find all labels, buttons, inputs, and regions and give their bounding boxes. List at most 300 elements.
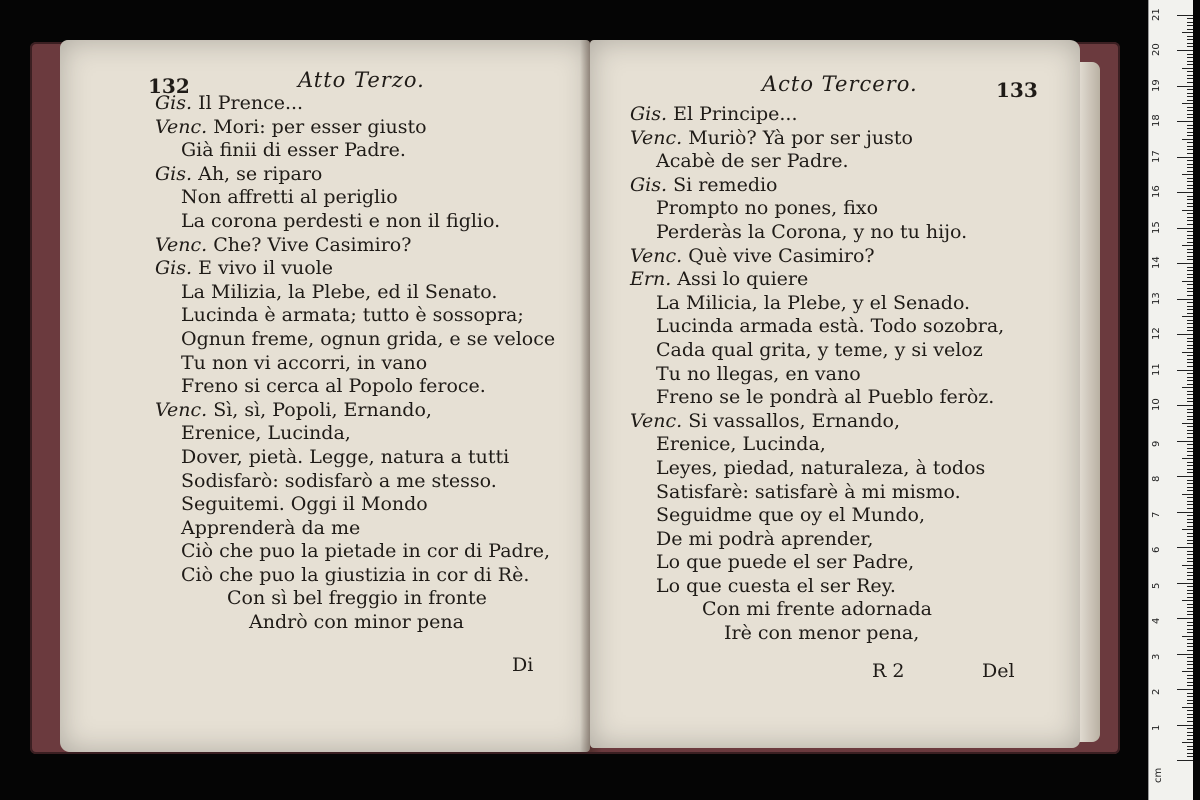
ruler-tick xyxy=(1187,533,1193,534)
ruler-tick xyxy=(1187,142,1193,143)
ruler-tick xyxy=(1187,650,1193,651)
ruler-tick xyxy=(1177,157,1193,158)
ruler-tick xyxy=(1187,625,1193,626)
ruler-tick xyxy=(1182,423,1193,424)
ruler-tick xyxy=(1187,171,1193,172)
right-page xyxy=(590,40,1080,748)
ruler-tick xyxy=(1187,643,1193,644)
verse-text: Il Prence... xyxy=(198,92,304,114)
ruler-tick xyxy=(1187,149,1193,150)
ruler-tick xyxy=(1187,721,1193,722)
verse-text: Con mi frente adornada xyxy=(702,598,932,621)
ruler-tick xyxy=(1177,228,1193,229)
ruler-tick xyxy=(1187,739,1193,740)
ruler-tick xyxy=(1182,103,1193,104)
ruler-number: 21 xyxy=(1151,7,1162,21)
verse-text: Què vive Casimiro? xyxy=(688,244,875,267)
right-catchword: Del xyxy=(982,660,1015,682)
verse-text: Con sì bel freggio in fronte xyxy=(227,587,487,610)
verse-text: Ciò che puo la giustizia in cor di Rè. xyxy=(181,563,530,586)
ruler-tick xyxy=(1187,661,1193,662)
ruler-tick xyxy=(1187,231,1193,232)
ruler-tick xyxy=(1187,472,1193,473)
ruler-tick xyxy=(1187,462,1193,463)
ruler-tick xyxy=(1187,270,1193,271)
ruler-tick xyxy=(1187,291,1193,292)
ruler-tick xyxy=(1187,575,1193,576)
ruler-tick xyxy=(1187,359,1193,360)
ruler-tick xyxy=(1187,490,1193,491)
verse-line xyxy=(630,481,1004,505)
ruler-tick xyxy=(1187,64,1193,65)
verse-line xyxy=(155,163,555,187)
verse-line xyxy=(630,386,1004,410)
ruler-tick xyxy=(1187,107,1193,108)
ruler-tick xyxy=(1187,664,1193,665)
verse-line xyxy=(155,210,555,234)
ruler-tick xyxy=(1187,348,1193,349)
ruler-tick xyxy=(1182,68,1193,69)
ruler-tick xyxy=(1187,249,1193,250)
verse-line xyxy=(630,339,1004,363)
left-page xyxy=(60,40,590,752)
ruler-tick xyxy=(1187,554,1193,555)
speaker-name: Venc. xyxy=(155,398,208,421)
ruler-tick xyxy=(1187,543,1193,544)
ruler-tick xyxy=(1187,426,1193,427)
verse-line xyxy=(630,292,1004,316)
verse-line xyxy=(155,422,555,446)
verse-text: Erenice, Lucinda, xyxy=(181,422,351,445)
verse-line xyxy=(630,551,1004,575)
ruler-number: 3 xyxy=(1151,653,1162,660)
verse-text: Assi lo quiere xyxy=(677,268,809,291)
ruler-tick xyxy=(1187,451,1193,452)
ruler-tick xyxy=(1187,632,1193,633)
ruler-number: 6 xyxy=(1151,546,1162,553)
ruler-tick xyxy=(1187,78,1193,79)
ruler-tick xyxy=(1187,728,1193,729)
ruler-tick xyxy=(1187,675,1193,676)
ruler-tick xyxy=(1182,707,1193,708)
right-running-header: Acto Tercero. xyxy=(762,72,918,96)
ruler-tick xyxy=(1187,522,1193,523)
left-catchword: Di xyxy=(512,654,534,676)
ruler-tick xyxy=(1177,654,1193,655)
ruler-tick xyxy=(1177,441,1193,442)
ruler-tick xyxy=(1187,394,1193,395)
verse-line xyxy=(630,622,1004,646)
ruler-tick xyxy=(1182,281,1193,282)
ruler-tick xyxy=(1187,714,1193,715)
ruler-tick xyxy=(1187,391,1193,392)
ruler-tick xyxy=(1187,185,1193,186)
ruler-tick xyxy=(1187,380,1193,381)
ruler-tick xyxy=(1187,732,1193,733)
ruler-tick xyxy=(1187,568,1193,569)
right-verse-lines xyxy=(630,103,1004,646)
ruler-tick xyxy=(1187,164,1193,165)
verse-line xyxy=(630,504,1004,528)
verse-line xyxy=(155,375,555,399)
ruler-number: 19 xyxy=(1151,78,1162,92)
verse-line xyxy=(630,575,1004,599)
ruler-tick xyxy=(1187,22,1193,23)
ruler-tick xyxy=(1187,377,1193,378)
ruler-tick xyxy=(1182,316,1193,317)
speaker-name: Gis. xyxy=(630,103,668,125)
ruler-tick xyxy=(1187,128,1193,129)
ruler-tick xyxy=(1187,444,1193,445)
verse-text: Tu no llegas, en vano xyxy=(656,362,861,385)
ruler-tick xyxy=(1187,497,1193,498)
verse-text: Seguitemi. Oggi il Mondo xyxy=(181,493,428,516)
ruler-tick xyxy=(1187,93,1193,94)
ruler-number: 20 xyxy=(1151,43,1162,56)
ruler-tick xyxy=(1177,618,1193,619)
ruler-tick xyxy=(1177,192,1193,193)
ruler-number: 12 xyxy=(1151,327,1162,340)
ruler-number: 2 xyxy=(1151,688,1162,695)
verse-line xyxy=(155,234,555,258)
ruler-tick xyxy=(1187,501,1193,502)
ruler-tick xyxy=(1187,682,1193,683)
ruler-tick xyxy=(1187,160,1193,161)
ruler-tick xyxy=(1187,132,1193,133)
verse-line xyxy=(155,328,555,352)
speaker-name: Venc. xyxy=(630,126,683,149)
ruler-tick xyxy=(1187,18,1193,19)
ruler-tick xyxy=(1187,678,1193,679)
ruler-tick xyxy=(1187,284,1193,285)
verse-text: Leyes, piedad, naturaleza, à todos xyxy=(656,456,986,479)
speaker-name: Gis. xyxy=(630,173,668,196)
verse-text: Muriò? Yà por ser justo xyxy=(688,126,913,149)
ruler-tick xyxy=(1177,299,1193,300)
ruler-tick xyxy=(1177,583,1193,584)
ruler-tick xyxy=(1187,483,1193,484)
ruler-number: 7 xyxy=(1151,511,1162,518)
ruler-tick xyxy=(1187,398,1193,399)
speaker-name: Gis. xyxy=(155,162,193,185)
ruler-tick xyxy=(1187,753,1193,754)
ruler-tick xyxy=(1187,433,1193,434)
ruler-tick xyxy=(1177,760,1193,761)
measurement-ruler xyxy=(1148,0,1193,800)
ruler-tick xyxy=(1182,174,1193,175)
ruler-tick xyxy=(1187,401,1193,402)
ruler-number: 10 xyxy=(1151,398,1162,411)
ruler-tick xyxy=(1187,419,1193,420)
verse-line xyxy=(630,221,1004,245)
ruler-tick xyxy=(1187,469,1193,470)
verse-line xyxy=(155,352,555,376)
speaker-name: Venc. xyxy=(155,233,208,256)
ruler-tick xyxy=(1187,657,1193,658)
ruler-tick xyxy=(1187,274,1193,275)
ruler-tick xyxy=(1187,536,1193,537)
ruler-tick xyxy=(1187,295,1193,296)
ruler-tick xyxy=(1187,96,1193,97)
verse-text: Acabè de ser Padre. xyxy=(656,150,849,173)
ruler-tick xyxy=(1187,480,1193,481)
verse-line xyxy=(155,399,555,423)
ruler-tick xyxy=(1177,334,1193,335)
ruler-tick xyxy=(1187,338,1193,339)
ruler-tick xyxy=(1187,153,1193,154)
ruler-tick xyxy=(1187,43,1193,44)
ruler-tick xyxy=(1182,387,1193,388)
left-page-number: 132 xyxy=(148,74,190,98)
ruler-number: 4 xyxy=(1151,617,1162,624)
ruler-tick xyxy=(1187,604,1193,605)
left-verse-lines xyxy=(155,92,555,635)
verse-line xyxy=(630,363,1004,387)
ruler-tick xyxy=(1187,29,1193,30)
verse-line xyxy=(155,92,555,116)
ruler-tick xyxy=(1187,746,1193,747)
ruler-tick xyxy=(1187,430,1193,431)
ruler-tick xyxy=(1187,302,1193,303)
ruler-tick xyxy=(1187,306,1193,307)
ruler-tick xyxy=(1187,448,1193,449)
verse-line xyxy=(630,127,1004,151)
ruler-unit: cm xyxy=(1153,767,1164,783)
ruler-tick xyxy=(1177,547,1193,548)
verse-line xyxy=(155,116,555,140)
verse-text: Irè con menor pena, xyxy=(724,622,920,645)
ruler-tick xyxy=(1187,437,1193,438)
verse-text: Che? Vive Casimiro? xyxy=(213,233,412,256)
ruler-tick xyxy=(1187,242,1193,243)
speaker-name: Venc. xyxy=(630,244,683,267)
ruler-tick xyxy=(1187,110,1193,111)
ruler-tick xyxy=(1187,117,1193,118)
ruler-tick xyxy=(1182,32,1193,33)
ruler-tick xyxy=(1182,139,1193,140)
ruler-tick xyxy=(1187,409,1193,410)
ruler-tick xyxy=(1177,512,1193,513)
ruler-tick xyxy=(1187,206,1193,207)
ruler-tick xyxy=(1187,135,1193,136)
verse-line xyxy=(155,517,555,541)
ruler-tick xyxy=(1187,597,1193,598)
ruler-tick xyxy=(1177,50,1193,51)
verse-text: Lo que cuesta el ser Rey. xyxy=(656,574,896,597)
ruler-tick xyxy=(1187,508,1193,509)
signature-mark: R 2 xyxy=(872,660,905,682)
verse-text: Si remedio xyxy=(673,173,778,196)
ruler-tick xyxy=(1187,710,1193,711)
verse-text: Sodisfarò: sodisfarò a me stesso. xyxy=(181,469,497,492)
ruler-tick xyxy=(1187,323,1193,324)
ruler-number: 9 xyxy=(1151,440,1162,447)
verse-text: La Milicia, la Plebe, y el Senado. xyxy=(656,291,971,314)
ruler-tick xyxy=(1187,89,1193,90)
verse-text: Non affretti al periglio xyxy=(181,186,398,209)
ruler-tick xyxy=(1182,742,1193,743)
ruler-tick xyxy=(1187,199,1193,200)
speaker-name: Ern. xyxy=(630,268,672,291)
ruler-tick xyxy=(1187,36,1193,37)
ruler-tick xyxy=(1187,203,1193,204)
ruler-tick xyxy=(1187,614,1193,615)
ruler-tick xyxy=(1187,256,1193,257)
ruler-tick xyxy=(1187,181,1193,182)
ruler-tick xyxy=(1187,224,1193,225)
ruler-tick xyxy=(1187,61,1193,62)
ruler-tick xyxy=(1187,46,1193,47)
verse-text: Tu non vi accorri, in vano xyxy=(181,351,428,374)
ruler-tick xyxy=(1177,689,1193,690)
ruler-tick xyxy=(1187,220,1193,221)
ruler-tick xyxy=(1187,572,1193,573)
ruler-tick xyxy=(1187,607,1193,608)
ruler-tick xyxy=(1187,384,1193,385)
ruler-tick xyxy=(1187,646,1193,647)
verse-line xyxy=(155,139,555,163)
ruler-tick xyxy=(1187,345,1193,346)
verse-text: El Principe... xyxy=(673,103,798,125)
ruler-tick xyxy=(1187,561,1193,562)
ruler-tick xyxy=(1177,725,1193,726)
ruler-tick xyxy=(1187,100,1193,101)
ruler-tick xyxy=(1187,366,1193,367)
ruler-tick xyxy=(1177,121,1193,122)
verse-text: La corona perdesti e non il figlio. xyxy=(181,209,501,232)
verse-line xyxy=(630,150,1004,174)
verse-line xyxy=(630,598,1004,622)
ruler-tick xyxy=(1187,188,1193,189)
ruler-tick xyxy=(1187,355,1193,356)
verse-text: Andrò con minor pena xyxy=(249,611,464,634)
ruler-tick xyxy=(1187,341,1193,342)
verse-text: Satisfarè: satisfarè à mi mismo. xyxy=(656,480,961,503)
ruler-tick xyxy=(1187,238,1193,239)
verse-line xyxy=(155,257,555,281)
verse-text: Si vassallos, Ernando, xyxy=(688,409,901,432)
verse-line xyxy=(155,564,555,588)
verse-text: De mi podrà aprender, xyxy=(656,527,874,550)
ruler-tick xyxy=(1187,39,1193,40)
verse-line xyxy=(155,493,555,517)
ruler-tick xyxy=(1187,416,1193,417)
ruler-tick xyxy=(1187,54,1193,55)
verse-text: Perderàs la Corona, y no tu hijo. xyxy=(656,220,968,243)
ruler-tick xyxy=(1187,622,1193,623)
ruler-tick xyxy=(1187,735,1193,736)
verse-text: Lucinda armada està. Todo sozobra, xyxy=(656,315,1005,338)
verse-line xyxy=(155,446,555,470)
verse-text: Sì, sì, Popoli, Ernando, xyxy=(213,398,432,421)
ruler-number: 13 xyxy=(1151,291,1162,305)
verse-line xyxy=(155,186,555,210)
ruler-tick xyxy=(1187,327,1193,328)
ruler-tick xyxy=(1187,373,1193,374)
ruler-tick xyxy=(1182,458,1193,459)
ruler-tick xyxy=(1182,600,1193,601)
verse-line xyxy=(155,540,555,564)
ruler-tick xyxy=(1187,504,1193,505)
ruler-tick xyxy=(1187,288,1193,289)
speaker-name: Gis. xyxy=(155,257,193,280)
ruler-tick xyxy=(1177,370,1193,371)
ruler-tick xyxy=(1187,685,1193,686)
verse-text: Freno si cerca al Popolo feroce. xyxy=(181,375,486,398)
ruler-tick xyxy=(1187,252,1193,253)
ruler-tick xyxy=(1177,15,1193,16)
ruler-tick xyxy=(1187,313,1193,314)
speaker-name: Venc. xyxy=(630,409,683,432)
ruler-number: 11 xyxy=(1151,362,1162,376)
ruler-tick xyxy=(1187,579,1193,580)
ruler-tick xyxy=(1187,540,1193,541)
verse-line xyxy=(630,103,1004,127)
ruler-tick xyxy=(1187,639,1193,640)
ruler-tick xyxy=(1187,309,1193,310)
ruler-tick xyxy=(1187,629,1193,630)
ruler-tick xyxy=(1187,71,1193,72)
ruler-tick xyxy=(1187,125,1193,126)
ruler-tick xyxy=(1187,700,1193,701)
verse-text: Apprenderà da me xyxy=(181,516,361,539)
ruler-number: 8 xyxy=(1151,475,1162,482)
ruler-tick xyxy=(1187,586,1193,587)
verse-text: Prompto no pones, fixo xyxy=(656,197,879,220)
verse-line xyxy=(630,457,1004,481)
verse-line xyxy=(630,315,1004,339)
ruler-number: 15 xyxy=(1151,220,1162,234)
verse-text: Lo que puede el ser Padre, xyxy=(656,551,915,574)
verse-text: Ciò che puo la pietade in cor di Padre, xyxy=(181,540,551,563)
ruler-tick xyxy=(1187,178,1193,179)
ruler-tick xyxy=(1187,756,1193,757)
ruler-tick xyxy=(1187,167,1193,168)
verse-line xyxy=(155,470,555,494)
ruler-tick xyxy=(1187,146,1193,147)
ruler-tick xyxy=(1182,529,1193,530)
ruler-tick xyxy=(1187,668,1193,669)
ruler-tick xyxy=(1187,590,1193,591)
ruler-number: 18 xyxy=(1151,114,1162,127)
speaker-name: Venc. xyxy=(155,115,208,138)
verse-line xyxy=(630,433,1004,457)
verse-text: Mori: per esser giusto xyxy=(213,115,427,138)
speaker-name: Gis. xyxy=(155,92,193,114)
ruler-tick xyxy=(1187,277,1193,278)
ruler-tick xyxy=(1187,330,1193,331)
ruler-tick xyxy=(1177,405,1193,406)
verse-text: Cada qual grita, y teme, y si veloz xyxy=(656,338,983,361)
ruler-tick xyxy=(1187,611,1193,612)
ruler-tick xyxy=(1187,487,1193,488)
verse-text: Ognun freme, ognun grida, e se veloce xyxy=(181,327,556,350)
ruler-tick xyxy=(1182,210,1193,211)
ruler-tick xyxy=(1187,558,1193,559)
verse-line xyxy=(630,268,1004,292)
ruler-tick xyxy=(1187,551,1193,552)
verse-line xyxy=(155,587,555,611)
ruler-tick xyxy=(1187,593,1193,594)
verse-text: Ah, se riparo xyxy=(198,162,323,185)
ruler-tick xyxy=(1187,267,1193,268)
verse-text: Già finii di esser Padre. xyxy=(181,139,406,162)
ruler-tick xyxy=(1187,213,1193,214)
ruler-tick xyxy=(1187,693,1193,694)
ruler-tick xyxy=(1187,749,1193,750)
verse-text: Erenice, Lucinda, xyxy=(656,433,826,456)
ruler-tick xyxy=(1187,82,1193,83)
